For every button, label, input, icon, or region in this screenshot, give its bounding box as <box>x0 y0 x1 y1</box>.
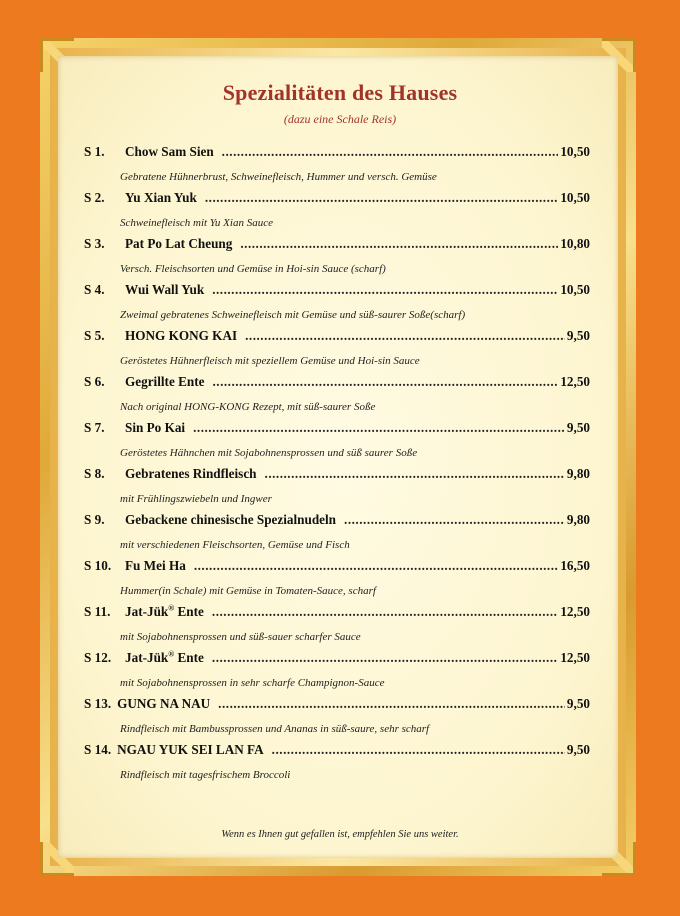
item-name <box>125 604 204 620</box>
menu-item <box>84 420 590 466</box>
item-name-suffix: Ente <box>174 650 204 665</box>
item-name <box>125 190 197 206</box>
item-number: S 9. <box>84 512 105 527</box>
item-name-text: Jat-Jük <box>125 604 169 619</box>
dot-leader <box>212 650 558 666</box>
item-name-text: Sin Po Kai <box>125 420 186 435</box>
item-price: 10,50 <box>560 190 590 205</box>
dot-leader <box>265 466 565 482</box>
item-price: 9,50 <box>566 742 590 757</box>
menu-item <box>84 604 590 650</box>
dot-leader <box>212 374 558 390</box>
menu-item <box>84 374 590 420</box>
item-name <box>125 328 237 344</box>
dot-leader <box>193 420 565 436</box>
page-title: Spezialitäten des Hauses <box>222 80 458 105</box>
item-name-text: NGAU YUK SEI LAN FA <box>117 742 264 757</box>
item-name-text: Gegrillte Ente <box>125 374 205 389</box>
menu-item <box>84 236 590 282</box>
item-price: 12,50 <box>560 374 590 389</box>
item-name <box>125 282 204 298</box>
menu-item-row <box>84 144 590 166</box>
item-price: 9,80 <box>566 512 590 527</box>
item-name <box>125 374 204 390</box>
item-name-text: Wui Wall Yuk <box>125 282 205 297</box>
item-number: S 13. <box>84 696 112 711</box>
item-number: S 2. <box>84 190 105 205</box>
dot-leader <box>245 328 565 344</box>
item-price: 10,80 <box>560 236 590 251</box>
menu-item <box>84 328 590 374</box>
menu-item-row <box>84 742 590 764</box>
item-number: S 4. <box>84 282 105 297</box>
item-description: Schweinefleisch mit Yu Xian Sauce <box>120 217 273 229</box>
item-number: S 1. <box>84 144 105 159</box>
item-description: Geröstetes Hähnchen mit Sojabohnensprossen und süß saurer Soße <box>120 447 418 459</box>
item-price: 12,50 <box>560 650 590 665</box>
item-price: 16,50 <box>560 558 590 573</box>
item-price: 9,50 <box>566 420 590 435</box>
item-name <box>125 236 232 252</box>
item-number: S 6. <box>84 374 105 389</box>
item-name <box>125 420 185 436</box>
item-number: S 7. <box>84 420 105 435</box>
dot-leader <box>205 190 558 206</box>
item-name <box>125 144 214 160</box>
menu-item-row <box>84 650 590 672</box>
item-description: Rindfleisch mit Bambussprossen und Ananas in süß-saure, sehr scharf <box>120 723 430 735</box>
menu-item <box>84 558 590 604</box>
item-number: S 14. <box>84 742 112 757</box>
menu-item-row <box>84 420 590 442</box>
registered-mark: ® <box>168 603 175 613</box>
dot-leader <box>212 604 558 620</box>
item-name-text: Gebratenes Rindfleisch <box>125 466 257 481</box>
item-name-text: Jat-Jük <box>125 650 169 665</box>
item-number: S 8. <box>84 466 105 481</box>
footer-note: Wenn es Ihnen gut gefallen ist, empfehlen Sie uns weiter. <box>221 829 459 840</box>
item-description: mit Frühlingszwiebeln und Ingwer <box>120 493 272 505</box>
menu-item-row <box>84 558 590 580</box>
item-price: 9,50 <box>566 328 590 343</box>
menu-item <box>84 650 590 696</box>
item-name-text: Chow Sam Sien <box>125 144 214 159</box>
item-name-text: GUNG NA NAU <box>117 696 211 711</box>
menu-item <box>84 466 590 512</box>
item-name-text: Yu Xian Yuk <box>125 190 197 205</box>
dot-leader <box>272 742 565 758</box>
item-name <box>125 512 336 528</box>
item-name <box>117 696 210 712</box>
menu-item-row <box>84 236 590 258</box>
item-name-text: Gebackene chinesische Spezialnudeln <box>125 512 337 527</box>
item-name-text: Pat Po Lat Cheung <box>125 236 233 251</box>
item-description: Geröstetes Hühnerfleisch mit speziellem Gemüse und Hoi-sin Sauce <box>120 355 420 367</box>
item-name <box>125 650 204 666</box>
item-description: Nach original HONG-KONG Rezept, mit süß-saurer Soße <box>120 401 376 413</box>
registered-mark: ® <box>168 649 175 659</box>
menu-item-row <box>84 190 590 212</box>
menu-item <box>84 282 590 328</box>
page-subtitle: (dazu eine Schale Reis) <box>283 112 397 126</box>
item-number: S 5. <box>84 328 105 343</box>
item-description: Versch. Fleischsorten und Gemüse in Hoi-sin Sauce (scharf) <box>120 263 386 275</box>
item-name-suffix: Ente <box>174 604 204 619</box>
item-description: Zweimal gebratenes Schweinefleisch mit Gemüse und süß-saurer Soße(scharf) <box>120 309 466 321</box>
item-description: mit Sojabohnensprossen in sehr scharfe Champignon-Sauce <box>120 677 385 689</box>
dot-leader <box>344 512 565 528</box>
menu-item <box>84 696 590 742</box>
item-price: 9,80 <box>566 466 590 481</box>
item-price: 12,50 <box>560 604 590 619</box>
menu-item-row <box>84 282 590 304</box>
item-name <box>117 742 264 758</box>
item-description: Gebratene Hühnerbrust, Schweinefleisch, Hummer und versch. Gemüse <box>120 171 437 183</box>
menu-item <box>84 742 590 788</box>
menu-item-row <box>84 604 590 626</box>
dot-leader <box>194 558 559 574</box>
item-name <box>125 558 186 574</box>
dot-leader <box>240 236 558 252</box>
item-price: 10,50 <box>560 282 590 297</box>
item-description: Hummer(in Schale) mit Gemüse in Tomaten-Sauce, scharf <box>120 585 376 597</box>
item-number: S 10. <box>84 558 112 573</box>
item-description: mit verschiedenen Fleischsorten, Gemüse und Fisch <box>120 539 350 551</box>
item-description: Rindfleisch mit tagesfrischem Broccoli <box>120 769 291 781</box>
item-name-text: HONG KONG KAI <box>125 328 238 343</box>
menu-item-row <box>84 466 590 488</box>
item-number: S 12. <box>84 650 112 665</box>
menu-item-row <box>84 512 590 534</box>
menu-list <box>84 144 590 788</box>
menu-item-row <box>84 328 590 350</box>
item-price: 10,50 <box>560 144 590 159</box>
menu-item-row <box>84 696 590 718</box>
dot-leader <box>218 696 565 712</box>
item-number: S 3. <box>84 236 105 251</box>
menu-item <box>84 190 590 236</box>
item-description: mit Sojabohnensprossen und süß-sauer scharfer Sauce <box>120 631 361 643</box>
menu-item <box>84 144 590 190</box>
menu-item-row <box>84 374 590 396</box>
item-number: S 11. <box>84 604 111 619</box>
item-name-text: Fu Mei Ha <box>125 558 186 573</box>
dot-leader <box>212 282 558 298</box>
menu-item <box>84 512 590 558</box>
item-name <box>125 466 257 482</box>
item-price: 9,50 <box>566 696 590 711</box>
dot-leader <box>222 144 559 160</box>
